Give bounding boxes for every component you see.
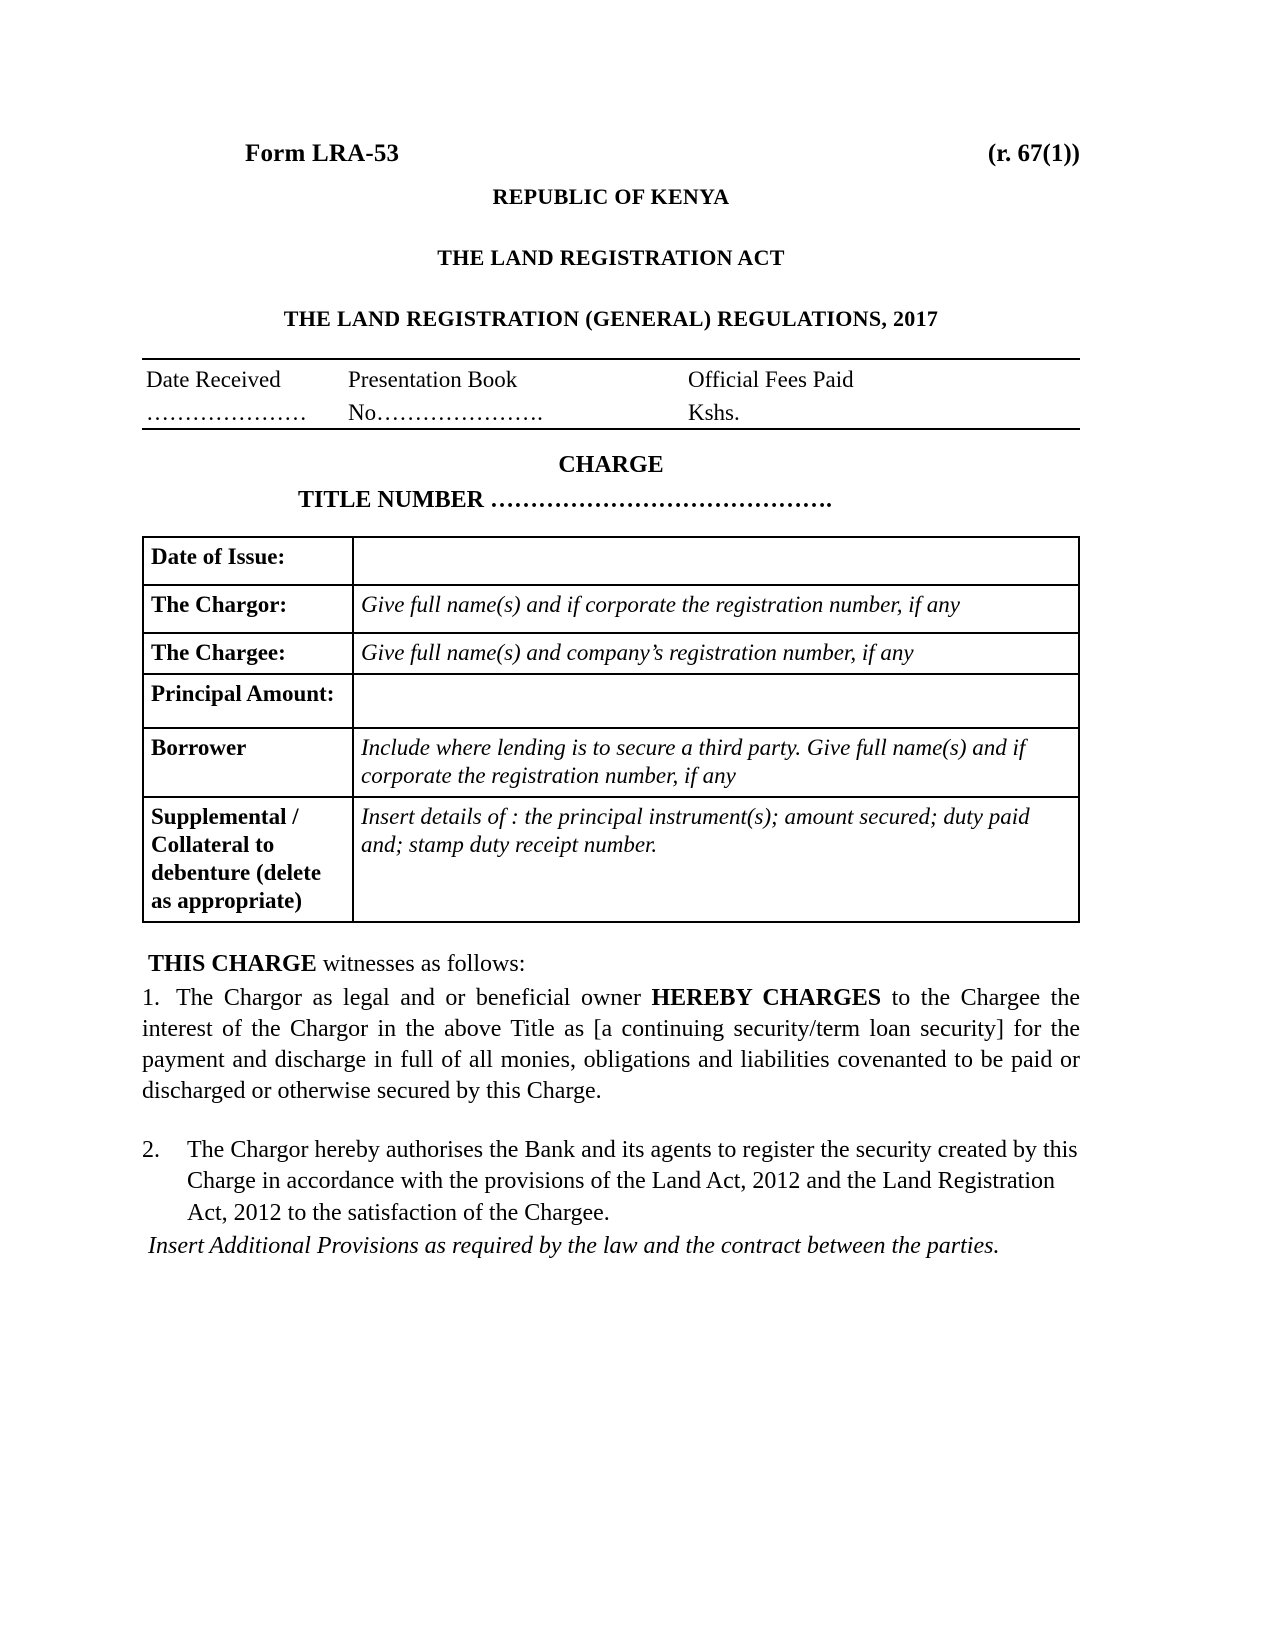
row-value-the-chargee[interactable]: Give full name(s) and company’s registration number, if any	[353, 633, 1079, 674]
presentation-book-value: No………………….	[348, 399, 543, 425]
charge-details-table	[142, 536, 1080, 923]
row-label-borrower: Borrower	[143, 728, 353, 797]
document-header	[142, 140, 1080, 174]
table-row	[143, 797, 1079, 922]
table-row	[143, 537, 1079, 585]
row-value-supplemental-collateral[interactable]: Insert details of : the principal instrument(s); amount secured; duty paid and; stamp duty receipt number.	[353, 797, 1079, 922]
clause-1-number: 1.	[142, 984, 160, 1011]
row-label-date-of-issue: Date of Issue:	[143, 537, 353, 585]
date-received-field[interactable]	[142, 364, 348, 429]
table-row	[143, 728, 1079, 797]
form-code: Form LRA-53	[245, 140, 400, 167]
date-received-value: …………………	[146, 399, 307, 425]
row-label-principal-amount: Principal Amount:	[143, 674, 353, 728]
witness-bold-text: THIS CHARGE	[148, 951, 317, 978]
official-fees-value: Kshs.	[688, 399, 740, 425]
clause-2-text: The Chargor hereby authorises the Bank and its agents to register the security created by this Charge in accordance with the provisions of the Land Act, 2012 and the Land Registration Act, 2012 to the satisfaction of the Chargee.	[187, 1137, 1078, 1226]
table-row	[143, 674, 1079, 728]
clause-1-text-part2: to the Chargee the interest of the Chargor in the above Title as [a continuing security/term loan security] for the payment and discharge in full of all monies, obligations and liabilities covenanted to be paid or discharged or otherwise secured by this Charge.	[142, 984, 1080, 1105]
republic-heading: REPUBLIC OF KENYA	[492, 184, 730, 209]
charge-title: CHARGE	[558, 452, 664, 478]
charge-body	[142, 949, 1080, 1262]
witness-line	[142, 949, 1080, 980]
date-received-label: Date Received	[146, 367, 281, 392]
table-row	[143, 585, 1079, 633]
presentation-book-label: Presentation Book	[348, 367, 518, 392]
clause-1-text-part1: The Chargor as legal and or beneficial owner	[176, 984, 652, 1011]
presentation-book-field[interactable]	[348, 364, 688, 429]
regulation-reference: (r. 67(1))	[987, 140, 1080, 167]
row-value-date-of-issue[interactable]	[353, 537, 1079, 585]
row-label-supplemental-collateral: Supplemental / Collateral to debenture (delete as appropriate)	[143, 797, 353, 922]
row-label-the-chargor: The Chargor:	[143, 585, 353, 633]
regulations-heading: THE LAND REGISTRATION (GENERAL) REGULATIONS, 2017	[283, 306, 939, 331]
clause-1	[142, 983, 1080, 1108]
table-row	[143, 633, 1079, 674]
document-content	[142, 0, 1080, 1262]
witness-rest-text: witnesses as follows:	[316, 951, 526, 978]
act-heading: THE LAND REGISTRATION ACT	[437, 245, 785, 270]
clause-1-bold-text: HEREBY CHARGES	[651, 984, 882, 1011]
additional-provisions-note: Insert Additional Provisions as required by the law and the contract between the parties.	[148, 1232, 1000, 1259]
official-fees-field[interactable]	[688, 364, 1080, 429]
clause-2-number: 2.	[142, 1137, 160, 1164]
row-value-the-chargor[interactable]: Give full name(s) and if corporate the registration number, if any	[353, 585, 1079, 633]
receipt-strip	[142, 358, 1080, 430]
clause-2	[142, 1135, 1080, 1229]
official-fees-label: Official Fees Paid	[688, 367, 854, 392]
row-label-the-chargee: The Chargee:	[143, 633, 353, 674]
row-value-borrower[interactable]: Include where lending is to secure a third party. Give full name(s) and if corporate the registration number, if any	[353, 728, 1079, 797]
row-value-principal-amount[interactable]	[353, 674, 1079, 728]
title-number-line: TITLE NUMBER …………………………………….	[297, 487, 833, 513]
